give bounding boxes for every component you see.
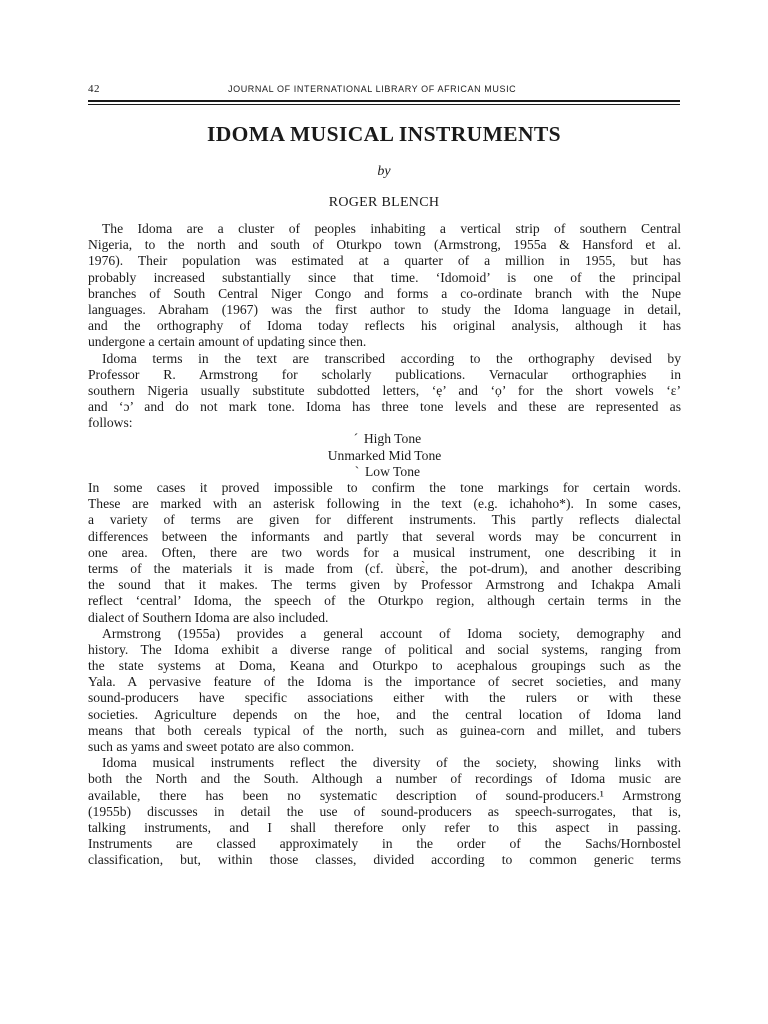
text-line: available, there has been no systematic description of sound-producers.¹ Armstrong xyxy=(88,787,681,803)
text-line: Idoma musical instruments reflect the diversity of the society, showing links with xyxy=(102,755,681,771)
tone-list xyxy=(88,431,681,480)
header-rule-thick xyxy=(88,100,680,102)
text-line: the sound that it makes. The terms given by Professor Armstrong and Ichakpa Amali xyxy=(88,577,681,593)
text-line: dialect of Southern Idoma are also included. xyxy=(88,609,329,625)
text-line: the state systems at Doma, Keana and Oturkpo to acephalous groupings such as the xyxy=(88,658,681,674)
text-line: Professor R. Armstrong for scholarly publications. Vernacular orthographies in xyxy=(88,366,681,382)
author-name: ROGER BLENCH xyxy=(328,195,440,210)
text-line: branches of South Central Niger Congo and forms a co-ordinate branch with the Nupe xyxy=(88,285,681,301)
text-line: Idoma terms in the text are transcribed according to the orthography devised by xyxy=(102,350,681,366)
low-tone-mark: ` xyxy=(354,463,360,479)
text-line: differences between the informants and partly that several words may be concurrent in xyxy=(88,528,681,544)
paragraph-1 xyxy=(88,221,681,351)
text-line: means that both cereals typical of the north, such as guinea-corn and millet, and tubers xyxy=(88,722,681,738)
text-line: 1976). Their population was estimated at a quarter of a million in 1955, but has xyxy=(88,253,681,269)
text-line: and ‘ɔ’ and do not mark tone. Idoma has three tone levels and these are represented as xyxy=(88,399,681,415)
text-line: societies. Agriculture depends on the hoe, and the central location of Idoma land xyxy=(88,706,681,722)
tone-row-mid xyxy=(88,448,681,464)
text-line: probably increased substantially since that time. ‘Idomoid’ is one of the principal xyxy=(88,269,681,285)
text-line: a variety of terms are given for different instruments. This partly reflects dialectal xyxy=(88,512,681,528)
text-line: terms of the materials it is made from (cf. ùbɛrɛ̀, the pot-drum), and another describing xyxy=(88,560,681,576)
text-line: one area. Often, there are two words for a musical instrument, one describing it in xyxy=(88,544,681,560)
text-line: The Idoma are a cluster of peoples inhabiting a vertical strip of southern Central xyxy=(102,221,681,236)
high-tone-mark: ´ xyxy=(353,431,359,447)
text-line: sound-producers have specific associations either with the rulers or with these xyxy=(88,690,681,706)
running-header xyxy=(88,83,680,99)
page-number: 42 xyxy=(88,83,100,95)
tone-row-low xyxy=(88,464,681,480)
text-line: These are marked with an asterisk following in the text (e.g. ichahoho*). In some cases, xyxy=(88,496,681,512)
text-line: languages. Abraham (1967) was the first author to study the Idoma language in detail, xyxy=(88,301,681,317)
text-line: talking instruments, and I shall therefore only refer to this aspect in passing. xyxy=(88,819,681,835)
tone-label: High Tone xyxy=(363,431,422,447)
text-line: history. The Idoma exhibit a diverse range of political and social systems, ranging from xyxy=(88,641,681,657)
text-line: both the North and the South. Although a number of recordings of Idoma music are xyxy=(88,771,681,787)
text-line: classification, but, within those classes, divided according to common generic terms xyxy=(88,852,681,868)
paragraph-4 xyxy=(88,626,681,756)
tone-label: Low Tone xyxy=(364,463,421,479)
text-line: southern Nigeria usually substitute subdotted letters, ‘ẹ’ and ‘ọ’ for the short vowels ‘ɛ’ xyxy=(88,382,681,398)
paragraph-5 xyxy=(88,755,681,868)
text-line: (1955b) discusses in detail the use of sound-producers as speech-surrogates, that is, xyxy=(88,803,681,819)
text-line: undergone a certain amount of updating since then. xyxy=(88,334,367,350)
text-line: such as yams and sweet potato are also common. xyxy=(88,739,355,754)
text-line: reflect ‘central’ Idoma, the speech of the Oturkpo region, although certain terms in the xyxy=(88,593,681,609)
text-line: Yala. A pervasive feature of the Idoma is the importance of secret societies, and many xyxy=(88,674,681,690)
header-rule-thin xyxy=(88,104,680,105)
article-body xyxy=(88,221,681,869)
text-line: and the orthography of Idoma today reflects his original analysis, although it has xyxy=(88,318,681,334)
tone-label: Unmarked Mid Tone xyxy=(327,447,442,463)
article-title: IDOMA MUSICAL INSTRUMENTS xyxy=(206,122,562,146)
paragraph-3 xyxy=(88,480,681,626)
text-line: Armstrong (1955a) provides a general account of Idoma society, demography and xyxy=(102,625,681,641)
tone-row-high xyxy=(88,431,681,447)
text-line: In some cases it proved impossible to confirm the tone markings for certain words. xyxy=(88,480,681,495)
journal-title: JOURNAL OF INTERNATIONAL LIBRARY OF AFRICAN MUSIC xyxy=(228,84,517,94)
paragraph-2 xyxy=(88,351,681,432)
text-line: Nigeria, to the north and south of Oturkpo town (Armstrong, 1955a & Hansford et al. xyxy=(88,237,681,253)
text-line: Instruments are classed approximately in the order of the Sachs/Hornbostel xyxy=(88,836,681,852)
byline: by xyxy=(377,164,391,179)
text-line: follows: xyxy=(88,415,133,431)
